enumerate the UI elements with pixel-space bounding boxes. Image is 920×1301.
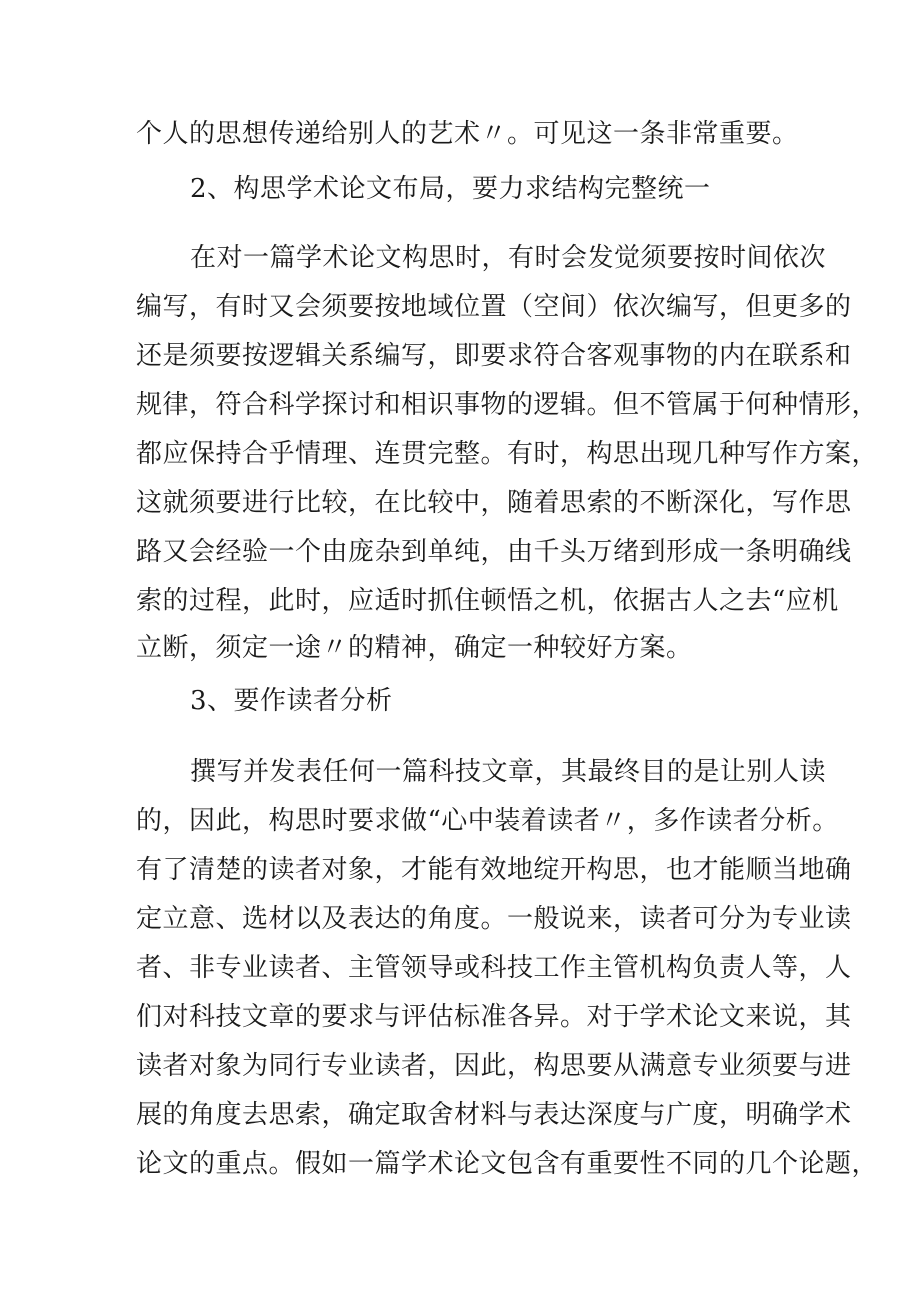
paragraph-line: 这就须要进行比较，在比较中，随着思索的不断深化，写作思 — [136, 488, 852, 518]
paragraph-line: 展的角度去思索，确定取舍材料与表达深度与广度，明确学术 — [136, 1100, 852, 1130]
paragraph-line: 论文的重点。假如一篇学术论文包含有重要性不同的几个论题， — [136, 1149, 879, 1179]
paragraph-line: 立断，须定一途〃的精神，确定一种较好方案。 — [136, 633, 693, 663]
section-heading: 3、要作读者分析 — [190, 686, 393, 716]
paragraph-line: 者、非专业读者、主管领导或科技工作主管机构负责人等，人 — [136, 953, 852, 983]
paragraph-line: 在对一篇学术论文构思时，有时会发觉须要按时间依次 — [190, 243, 827, 273]
paragraph-line: 读者对象为同行专业读者，因此，构思要从满意专业须要与进 — [136, 1051, 852, 1081]
section-heading: 2、构思学术论文布局，要力求结构完整统一 — [190, 174, 711, 204]
paragraph-line: 还是须要按逻辑关系编写，即要求符合客观事物的内在联系和 — [136, 341, 852, 371]
paragraph-line: 路又会经验一个由庞杂到单纯，由千头万绪到形成一条明确线 — [136, 537, 852, 567]
paragraph-line: 索的过程，此时，应适时抓住顿悟之机，依据古人之去“应机 — [136, 586, 839, 616]
paragraph-line: 编写，有时又会须要按地域位置（空间）依次编写，但更多的 — [136, 292, 852, 322]
paragraph-line: 规律，符合科学探讨和相识事物的逻辑。但不管属于何种情形， — [136, 390, 879, 420]
paragraph-line: 定立意、选材以及表达的角度。一般说来，读者可分为专业读 — [136, 904, 852, 934]
paragraph-line: 都应保持合乎情理、连贯完整。有时，构思出现几种写作方案， — [136, 439, 879, 469]
paragraph-line: 有了清楚的读者对象，才能有效地绽开构思，也才能顺当地确 — [136, 855, 852, 885]
paragraph-line: 个人的思想传递给别人的艺术〃。可见这一条非常重要。 — [136, 119, 799, 149]
paragraph-line: 们对科技文章的要求与评估标准各异。对于学术论文来说，其 — [136, 1002, 852, 1032]
paragraph-line: 的，因此，构思时要求做“心中装着读者〃，多作读者分析。 — [136, 806, 839, 836]
paragraph-line: 撰写并发表任何一篇科技文章，其最终目的是让别人读 — [190, 757, 827, 787]
